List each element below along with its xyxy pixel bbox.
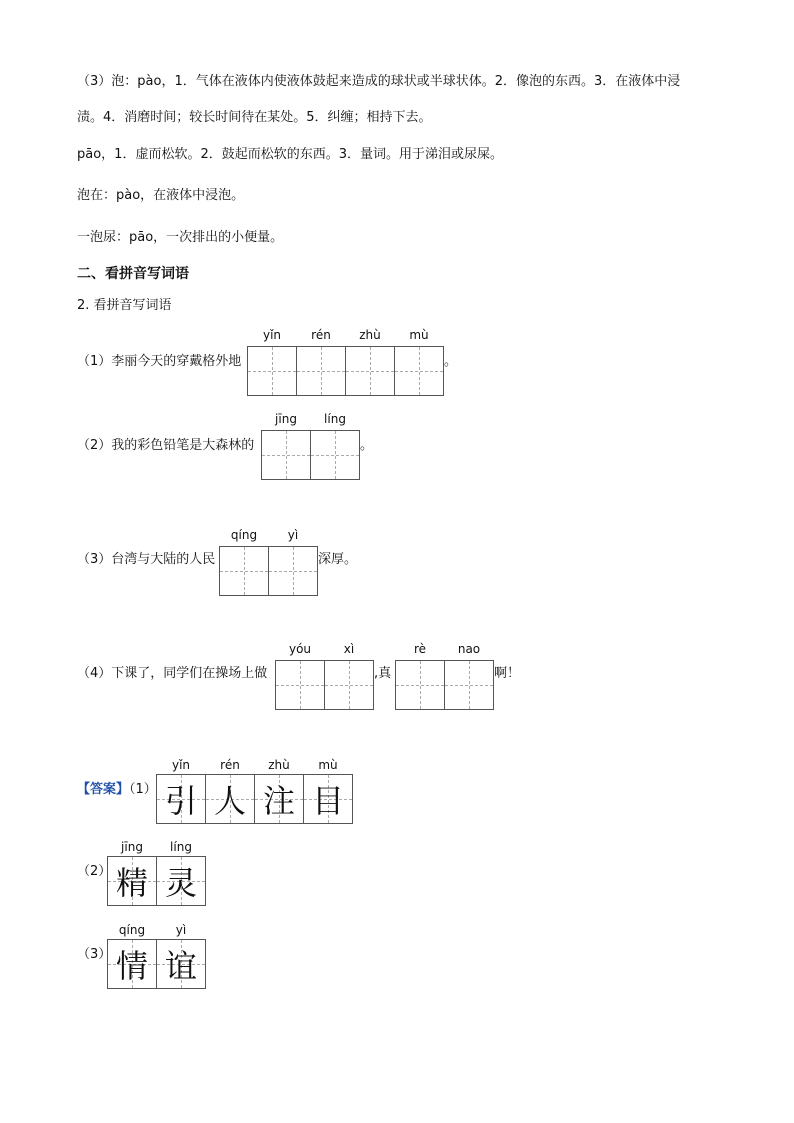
- pinyin-label: qíng: [230, 528, 258, 542]
- pinyin-label: rén: [220, 758, 240, 772]
- pinyin-label: mù: [318, 758, 338, 772]
- question-4-tail: 啊！: [494, 666, 521, 681]
- question-4-text: （4）下课了，同学们在操场上做: [77, 666, 268, 681]
- writing-cell[interactable]: [220, 547, 269, 595]
- pinyin-label: yóu: [288, 642, 312, 656]
- writing-cell[interactable]: [395, 347, 443, 395]
- pinyin-label: jīng: [275, 412, 297, 426]
- answer-char: 目: [311, 782, 344, 820]
- pinyin-label: jīng: [121, 840, 143, 854]
- writing-cell[interactable]: [248, 347, 297, 395]
- answer-number: （2）: [77, 864, 112, 879]
- answer-char: 情: [115, 947, 148, 985]
- pinyin-label: qíng: [118, 923, 146, 937]
- answer-cell: [108, 940, 157, 988]
- answer-grid-3: [107, 939, 206, 989]
- question-3-tail: 深厚。: [318, 552, 358, 567]
- punctuation: 。: [360, 438, 374, 453]
- answer-char: 人: [213, 782, 246, 820]
- pinyin-label: zhù: [359, 328, 381, 342]
- pinyin-label: zhù: [268, 758, 290, 772]
- writing-grid-q2[interactable]: [261, 430, 360, 480]
- pinyin-label: rè: [413, 642, 427, 656]
- pinyin-label: líng: [324, 412, 346, 426]
- writing-cell[interactable]: [396, 661, 445, 709]
- question-title: 2. 看拼音写词语: [77, 298, 172, 313]
- answer-tag: 【答案】: [77, 782, 130, 797]
- answer-number: （1）: [129, 782, 157, 797]
- pinyin-label: nao: [457, 642, 481, 656]
- definition-line: 泡在：pào，在液体中浸泡。: [77, 188, 245, 203]
- writing-cell[interactable]: [262, 431, 311, 479]
- answer-cell: [157, 940, 205, 988]
- question-1-text: （1）李丽今天的穿戴格外地: [77, 354, 242, 369]
- writing-grid-q3[interactable]: [219, 546, 318, 596]
- pinyin-label: xì: [343, 642, 355, 656]
- writing-grid-q1[interactable]: [247, 346, 444, 396]
- pinyin-label: yì: [287, 528, 299, 542]
- definition-line: 一泡尿：pāo，一次排出的小便量。: [77, 230, 284, 245]
- pinyin-label: yǐn: [262, 328, 282, 342]
- definition-line: 渍。4．消磨时间；较长时间待在某处。5．纠缠；相持下去。: [77, 110, 432, 125]
- writing-cell[interactable]: [269, 547, 317, 595]
- pinyin-label: líng: [170, 840, 192, 854]
- pinyin-label: rén: [311, 328, 331, 342]
- question-2-text: （2）我的彩色铅笔是大森林的: [77, 438, 255, 453]
- answer-cell: [255, 775, 304, 823]
- writing-cell[interactable]: [276, 661, 325, 709]
- answer-cell: [157, 857, 205, 905]
- answer-number: （3）: [77, 947, 112, 962]
- definition-line: （3）泡：pào，1．气体在液体内使液体鼓起来造成的球状或半球状体。2．像泡的东西。3．在液体中浸: [77, 74, 681, 89]
- question-4-middle: ,真: [374, 666, 392, 681]
- answer-char: 灵: [164, 864, 197, 902]
- writing-cell[interactable]: [297, 347, 346, 395]
- writing-grid-q4b[interactable]: [395, 660, 494, 710]
- writing-cell[interactable]: [346, 347, 395, 395]
- writing-cell[interactable]: [445, 661, 493, 709]
- answer-grid-2: [107, 856, 206, 906]
- answer-char: 引: [164, 782, 197, 820]
- answer-char: 注: [262, 782, 295, 820]
- answer-char: 精: [115, 864, 148, 902]
- answer-char: 谊: [164, 947, 197, 985]
- answer-cell: [304, 775, 352, 823]
- answer-cell: [157, 775, 206, 823]
- question-3-text: （3）台湾与大陆的人民: [77, 552, 216, 567]
- writing-grid-q4a[interactable]: [275, 660, 374, 710]
- section-heading: 二、看拼音写词语: [77, 266, 189, 282]
- punctuation: 。: [444, 354, 458, 369]
- pinyin-label: yì: [175, 923, 187, 937]
- writing-cell[interactable]: [311, 431, 359, 479]
- answer-cell: [108, 857, 157, 905]
- answer-grid-1: [156, 774, 353, 824]
- pinyin-label: yǐn: [171, 758, 191, 772]
- answer-cell: [206, 775, 255, 823]
- answer-label-row: [77, 780, 157, 800]
- pinyin-label: mù: [409, 328, 429, 342]
- writing-cell[interactable]: [325, 661, 373, 709]
- definition-line: pāo，1．虚而松软。2．鼓起而松软的东西。3．量词。用于涕泪或尿屎。: [77, 147, 503, 162]
